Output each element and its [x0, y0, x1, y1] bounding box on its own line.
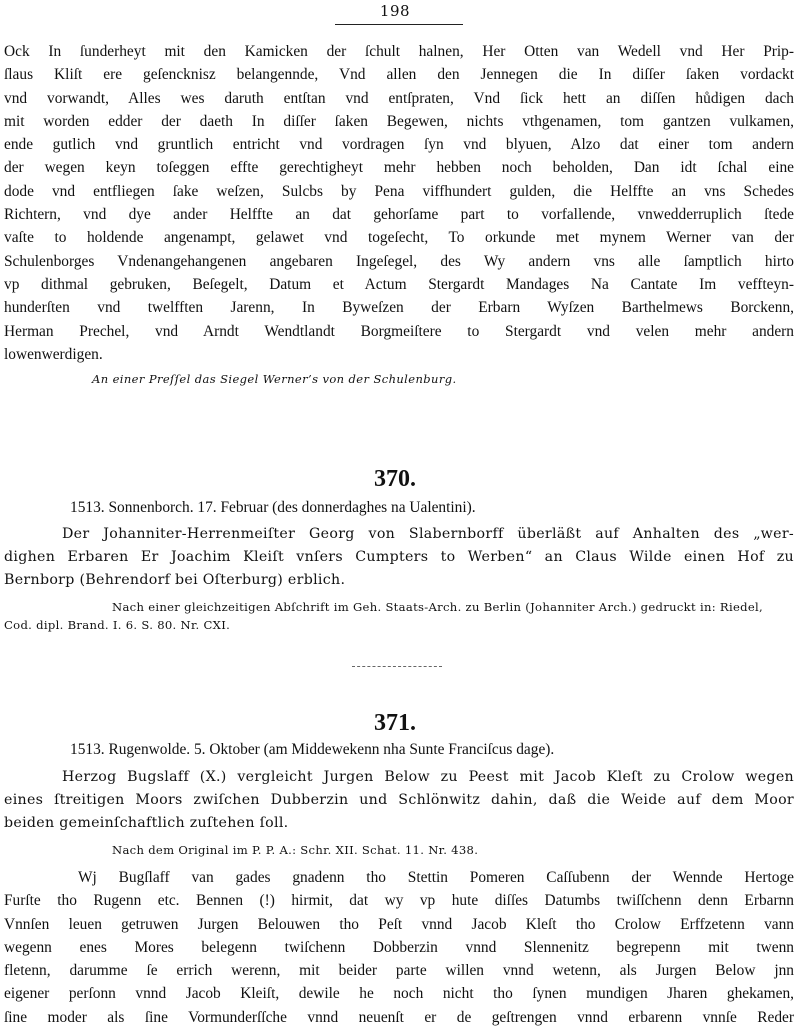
regest-line: beiden gemeinſchaftlich zuſtehen ſoll. — [4, 815, 289, 831]
text-line: vnd vorwandt, Alles wes daruth entſtan vnd entſpraten, Vnd ſick hett an diſſen hůdigen dach — [4, 89, 794, 107]
document-number-371: 371. — [374, 710, 416, 736]
text-line: ſlaus Kliſt ere geſencknisz belangennde, Vnd allen den Jennegen die In diſſer ſaken vordackt — [4, 66, 794, 84]
source-note-370 — [4, 598, 794, 634]
text-line: eigener perſonn vnnd Jacob Kleiſt, dewile he noch nicht tho ſynen mundigen Jharen ghekamen, — [4, 985, 794, 1003]
regest-371 — [4, 766, 794, 835]
text-line: Wj Bugſlaff van gades gnadenn tho Stettin Pomeren Caſſubenn der Wennde Hertoge — [78, 869, 794, 886]
section-separator — [352, 666, 442, 668]
text-line: der wegen keyn toſeggen effte gerechtigheyt mehr hebben noch beholden, Dan idt ſchal eine — [4, 159, 794, 177]
text-line: fletenn, darumme ſe errich werenn, mit beider parte willen vnnd wetenn, als Jurgen Below jnn — [4, 962, 794, 980]
text-line: Richtern, vnd dye ander Helffte an dat gehorſame part to vorfallende, vnwedderruplich ſtede — [4, 206, 794, 224]
regest-370 — [4, 523, 794, 592]
regest-line: eines ſtreitigen Moors zwiſchen Dubberzin und Schlönwitz dahin, daß die Weide auf dem Moor — [4, 792, 794, 808]
regest-line: dighen Erbaren Er Joachim Kleiſt vnſers Cumpters to Werben“ an Claus Wilde einen Hof zu — [4, 549, 794, 565]
text-line: lowenwerdigen. — [4, 345, 103, 363]
regest-line: Bernborp (Behrendorf bei Oſterburg) erblich. — [4, 572, 346, 588]
text-line: Furſte tho Rugenn etc. Bennen (!) hirmit, dat wy vp hute diſſes Datumbs twiſſchenn denn Erbarnn — [4, 892, 794, 910]
text-line: wegenn enes Mores belegenn twiſchenn Dobberzin vnnd Slennenitz begrepenn mit twenn — [4, 938, 794, 956]
date-line-371: 1513. Rugenwolde. 5. Oktober (am Middewekenn nha Sunte Franciſcus dage). — [70, 741, 555, 758]
text-line: mit worden edder der daeth In diſſer ſaken Begewen, nichts vthgenamen, tom gantzen vulkamen, — [4, 112, 794, 130]
regest-line: Herzog Bugslaff (X.) vergleicht Jurgen Below zu Peest mit Jacob Kleſt zu Crolow wegen — [62, 769, 794, 785]
text-line: Herman Prechel, vnd Arndt Wendtlandt Borgmeiſtere to Stergardt vnd velen mehr andern — [4, 322, 794, 340]
text-line: ſine moder als ſine Vormunderſſche vnnd neuenſt er de geſtrengen vnnd erbarenn vnnſe Reder — [4, 1008, 794, 1026]
document-371-text — [4, 866, 794, 1029]
text-line: hunderſten vnd twelfften Jarenn, In Byweſzen der Erbarn Wyſzen Barthelmews Borckenn, — [4, 299, 794, 317]
text-line: vaſte to holdende angenampt, gelawet vnd togeſecht, To orkunde met mynem Werner van der — [4, 229, 794, 247]
text-line: Schulenborges Vndenangehangenen angebaren Ingeſegel, des Wy andern vns alle ſamptlich hirto — [4, 252, 794, 270]
text-line: Vnnſen leuen getruwen Jurgen Belouwen tho Peſt vnnd Jacob Kleſt tho Crolow Erffzetenn vann — [4, 915, 794, 933]
page-number: 198 — [379, 2, 411, 20]
date-line-370: 1513. Sonnenborch. 17. Februar (des donnerdaghes na Ualentini). — [70, 499, 476, 516]
source-line: Cod. dipl. Brand. I. 6. S. 80. Nr. CXI. — [4, 618, 231, 632]
text-line: Ock In ſunderheyt mit den Kamicken der ſchult halnen, Her Otten van Wedell vnd Her Prip- — [4, 43, 794, 60]
regest-line: Der Johanniter-Herrenmeiſter Georg von Slabernborff überläßt auf Anhalten des „wer- — [62, 526, 794, 542]
text-line: vp dithmal gebruken, Beſegelt, Datum et Actum Stergardt Mandages Na Cantate Im veffteyn- — [4, 275, 794, 293]
continued-document-text — [4, 40, 794, 366]
document-number-370: 370. — [374, 466, 416, 492]
text-line: dode vnd entfliegen ſake weſzen, Sulcbs by Pena viffhundert gulden, die Helffte an vns Schedes — [4, 182, 794, 200]
text-line: ende gutlich vnd gruntlich entricht vnd vordragen ſyn vnd blyuen, Alzo dat einer tom andern — [4, 136, 794, 154]
source-note-371: Nach dem Original im P. P. A.: Schr. XII. Schat. 11. Nr. 438. — [112, 843, 479, 857]
page-number-rule — [335, 24, 463, 25]
seal-note: An einer Preſſel das Siegel Werner’s von der Schulenburg. — [92, 372, 457, 386]
source-line: Nach einer gleichzeitigen Abſchrift im Geh. Staats-Arch. zu Berlin (Johanniter Arch.) gedruckt in: Riedel, — [112, 600, 763, 614]
